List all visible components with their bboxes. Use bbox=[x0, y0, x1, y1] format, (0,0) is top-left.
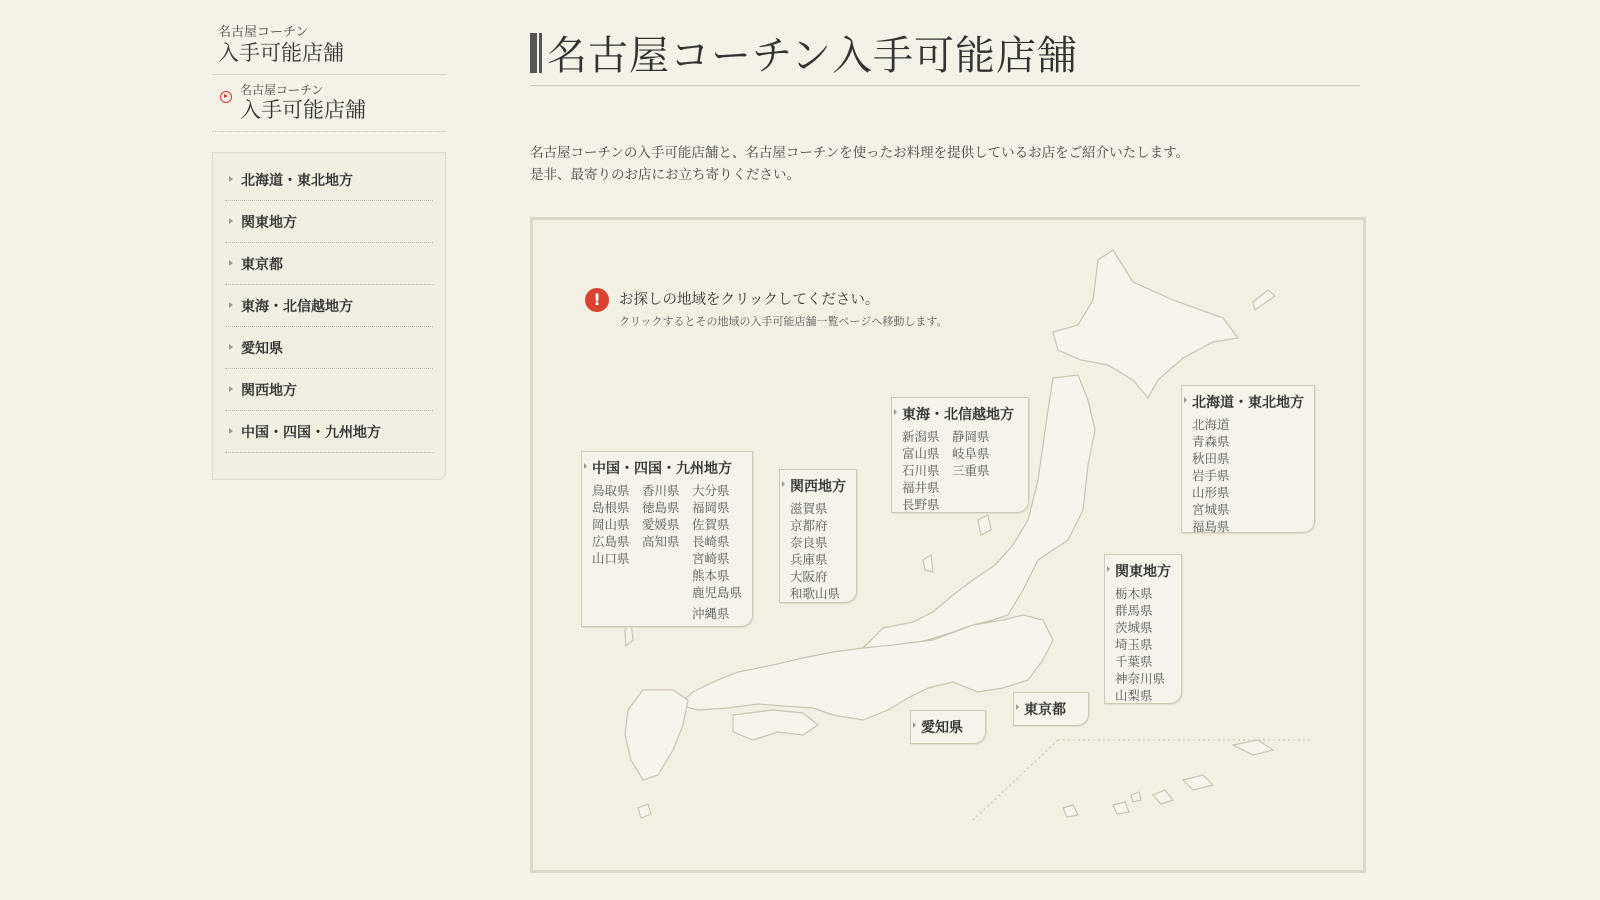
circle-arrow-icon bbox=[220, 91, 232, 103]
pref-item[interactable]: 富山県 bbox=[902, 446, 940, 461]
pref-item[interactable]: 福岡県 bbox=[692, 500, 730, 515]
region-box-aichi[interactable] bbox=[910, 710, 986, 744]
pref-item[interactable]: 和歌山県 bbox=[790, 586, 841, 601]
pref-item[interactable]: 奈良県 bbox=[790, 535, 828, 550]
pref-item[interactable]: 岩手県 bbox=[1192, 468, 1230, 483]
pref-item[interactable]: 三重県 bbox=[952, 463, 990, 478]
sidebar-heading bbox=[212, 26, 446, 75]
region-title-kansai: 関西地方 bbox=[790, 476, 848, 496]
region-box-tokai-hokushinetsu[interactable] bbox=[891, 397, 1029, 513]
menu-item-hokkaido-tohoku[interactable]: 北海道・東北地方 bbox=[225, 159, 433, 201]
page-title-row bbox=[530, 24, 1360, 86]
pref-item[interactable]: 静岡県 bbox=[952, 429, 990, 444]
pref-list-hokkaido bbox=[1192, 416, 1306, 535]
pref-item[interactable]: 千葉県 bbox=[1115, 654, 1153, 669]
pref-item[interactable]: 山形県 bbox=[1192, 485, 1230, 500]
pref-item[interactable]: 徳島県 bbox=[642, 500, 680, 515]
pref-item[interactable]: 埼玉県 bbox=[1115, 637, 1153, 652]
pref-list-kanto bbox=[1115, 585, 1173, 704]
pref-item[interactable]: 福島県 bbox=[1192, 519, 1230, 534]
pref-item bbox=[642, 550, 692, 567]
pref-item[interactable]: 秋田県 bbox=[1192, 451, 1230, 466]
pref-item[interactable]: 新潟県 bbox=[902, 429, 940, 444]
pref-item bbox=[642, 567, 692, 584]
pref-item bbox=[642, 584, 692, 601]
japan-map-panel bbox=[530, 217, 1366, 873]
pref-item[interactable]: 長野県 bbox=[902, 497, 940, 512]
notice-subtitle: クリックするとその地域の入手可能店舗一覧ページへ移動します。 bbox=[619, 315, 948, 328]
intro-line-2: 是非、最寄りのお店にお立ち寄りください。 bbox=[530, 167, 800, 183]
pref-item[interactable]: 滋賀県 bbox=[790, 501, 828, 516]
exclamation-icon: ! bbox=[585, 288, 609, 312]
menu-item-tokyo[interactable]: 東京都 bbox=[225, 243, 433, 285]
menu-item-aichi[interactable]: 愛知県 bbox=[225, 327, 433, 369]
sidebar-heading-big: 入手可能店舗 bbox=[218, 41, 344, 65]
intro-text bbox=[530, 142, 1360, 186]
pref-item[interactable]: 兵庫県 bbox=[790, 552, 828, 567]
pref-item[interactable]: 山口県 bbox=[592, 551, 630, 566]
pref-item[interactable]: 愛媛県 bbox=[642, 517, 680, 532]
region-box-tokyo[interactable] bbox=[1013, 692, 1089, 726]
menu-item-tokai-hokushinetsu[interactable]: 東海・北信越地方 bbox=[225, 285, 433, 327]
region-title-hokkaido: 北海道・東北地方 bbox=[1192, 392, 1306, 412]
pref-list-tokai bbox=[902, 428, 1020, 513]
pref-item[interactable]: 福井県 bbox=[902, 480, 940, 495]
menu-item-kansai[interactable]: 関西地方 bbox=[225, 369, 433, 411]
pref-item[interactable]: 佐賀県 bbox=[692, 517, 730, 532]
region-title-chugoku: 中国・四国・九州地方 bbox=[592, 458, 744, 478]
region-title-kanto: 関東地方 bbox=[1115, 561, 1173, 581]
menu-item-chugoku-shikoku-kyushu[interactable]: 中国・四国・九州地方 bbox=[225, 411, 433, 453]
region-title-tokai: 東海・北信越地方 bbox=[902, 404, 1020, 424]
pref-item bbox=[642, 601, 692, 622]
pref-item[interactable]: 宮崎県 bbox=[692, 551, 730, 566]
pref-item[interactable]: 鹿児島県 bbox=[692, 585, 743, 600]
title-bar-decoration bbox=[530, 33, 539, 73]
pref-item[interactable]: 岡山県 bbox=[592, 517, 630, 532]
region-box-kanto[interactable] bbox=[1104, 554, 1182, 704]
sidebar-heading-small: 名古屋コーチン bbox=[218, 25, 309, 40]
pref-item[interactable]: 茨城県 bbox=[1115, 620, 1153, 635]
region-title-tokyo: 東京都 bbox=[1024, 699, 1080, 719]
region-box-chugoku-shikoku-kyushu[interactable] bbox=[581, 451, 753, 627]
region-title-aichi: 愛知県 bbox=[921, 717, 977, 737]
pref-item bbox=[952, 496, 1007, 513]
pref-item[interactable]: 広島県 bbox=[592, 534, 630, 549]
sidebar-link-big: 入手可能店舗 bbox=[240, 98, 366, 122]
region-box-hokkaido-tohoku[interactable] bbox=[1181, 385, 1315, 533]
pref-item[interactable]: 山梨県 bbox=[1115, 688, 1153, 703]
region-box-kansai[interactable] bbox=[779, 469, 857, 603]
pref-item[interactable]: 熊本県 bbox=[692, 568, 730, 583]
page-title: 名古屋コーチン入手可能店舗 bbox=[547, 33, 1078, 79]
pref-item[interactable]: 高知県 bbox=[642, 534, 680, 549]
sidebar-current-link[interactable] bbox=[212, 75, 446, 132]
pref-item[interactable]: 群馬県 bbox=[1115, 603, 1153, 618]
pref-item[interactable]: 京都府 bbox=[790, 518, 828, 533]
pref-item[interactable]: 北海道 bbox=[1192, 417, 1230, 432]
pref-item bbox=[952, 479, 1007, 496]
map-notice bbox=[585, 288, 947, 329]
intro-line-1: 名古屋コーチンの入手可能店舗と、名古屋コーチンを使ったお料理を提供しているお店をご紹介いたします。 bbox=[530, 145, 1190, 161]
menu-item-kanto[interactable]: 関東地方 bbox=[225, 201, 433, 243]
pref-list-kansai bbox=[790, 500, 848, 602]
notice-title: お探しの地域をクリックしてください。 bbox=[619, 292, 880, 308]
pref-item[interactable]: 沖縄県 bbox=[692, 606, 730, 621]
pref-item bbox=[592, 601, 642, 622]
sidebar-link-small: 名古屋コーチン bbox=[240, 83, 324, 97]
sidebar bbox=[212, 26, 446, 480]
pref-item[interactable]: 青森県 bbox=[1192, 434, 1230, 449]
pref-item[interactable]: 大阪府 bbox=[790, 569, 828, 584]
pref-item[interactable]: 島根県 bbox=[592, 500, 630, 515]
pref-item[interactable]: 岐阜県 bbox=[952, 446, 990, 461]
region-menu bbox=[212, 152, 446, 480]
pref-item[interactable]: 宮城県 bbox=[1192, 502, 1230, 517]
pref-list-chugoku bbox=[592, 482, 744, 622]
pref-item bbox=[592, 584, 642, 601]
pref-item[interactable]: 大分県 bbox=[692, 483, 730, 498]
pref-item[interactable]: 神奈川県 bbox=[1115, 671, 1166, 686]
pref-item[interactable]: 栃木県 bbox=[1115, 586, 1153, 601]
pref-item bbox=[592, 567, 642, 584]
pref-item[interactable]: 石川県 bbox=[902, 463, 940, 478]
main-content bbox=[530, 24, 1360, 186]
pref-item[interactable]: 鳥取県 bbox=[592, 483, 630, 498]
pref-item[interactable]: 長崎県 bbox=[692, 534, 730, 549]
pref-item[interactable]: 香川県 bbox=[642, 483, 680, 498]
